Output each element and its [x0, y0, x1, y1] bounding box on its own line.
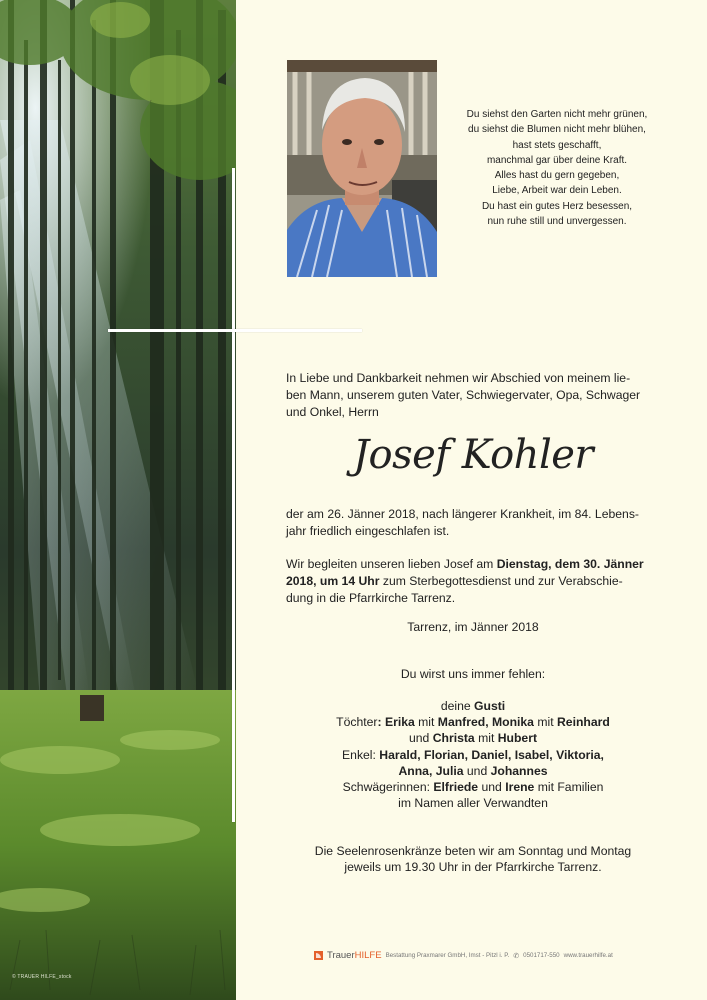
- family-text: mit: [414, 715, 438, 730]
- family-name: Reinhard: [556, 715, 610, 730]
- phone-number: 0501717-550: [523, 952, 560, 959]
- intro-text: [286, 370, 660, 421]
- trauerhilfe-logo: [327, 950, 382, 961]
- family-text: und: [478, 780, 506, 795]
- trauerhilfe-logo-icon: [314, 951, 323, 960]
- family-text: deine: [440, 699, 475, 713]
- daughter-name: Christa: [432, 731, 475, 746]
- family-list: [286, 698, 660, 811]
- family-text: mit Familien: [534, 780, 604, 795]
- funeral-time: 2018, um 14 Uhr: [286, 574, 380, 588]
- poem-line: hast stets geschafft,: [512, 139, 602, 151]
- footer: [314, 950, 654, 961]
- family-text: mit: [474, 731, 498, 746]
- intro-line: und Onkel, Herrn: [286, 405, 379, 419]
- intro-line: In Liebe und Dankbarkeit nehmen wir Abschied von meinem lie-: [286, 371, 631, 385]
- family-text: Enkel:: [342, 747, 380, 762]
- rosary-line: Die Seelenrosenkränze beten wir am Sonntag und Montag: [314, 844, 632, 858]
- poem-line: Alles hast du gern gegeben,: [494, 170, 620, 182]
- funeral-date: Dienstag, dem 30. Jänner: [496, 557, 644, 571]
- family-text: und: [408, 731, 433, 746]
- family-name: Manfred, Monika: [437, 715, 534, 730]
- grandchildren-names: Anna, Julia: [398, 763, 464, 778]
- deceased-name: Josef Kohler: [352, 432, 594, 478]
- cross-horizontal-bar: [108, 329, 362, 332]
- family-name: Hubert: [497, 731, 538, 746]
- sister-in-law-name: Elfriede: [433, 780, 479, 795]
- grandchildren-names: Harald, Florian, Daniel, Isabel, Viktoria,: [379, 747, 604, 762]
- funeral-text: Wir begleiten unseren lieben Josef am: [286, 557, 497, 571]
- death-line: jahr friedlich eingeschlafen ist.: [286, 524, 450, 538]
- forest-image: [0, 0, 236, 1000]
- poem-line: Du siehst den Garten nicht mehr grünen,: [466, 109, 648, 120]
- family-text: Töchter: [336, 715, 378, 730]
- poem-line: Du hast ein gutes Herz besessen,: [481, 200, 633, 212]
- phone-icon: ✆: [513, 952, 520, 960]
- rosary-notice: [286, 843, 660, 875]
- family-text: Schwägerinnen:: [342, 780, 434, 795]
- relatives-line: im Namen aller Verwandten: [398, 796, 548, 811]
- cross-vertical-bar: [232, 168, 235, 822]
- miss-you-line: Du wirst uns immer fehlen:: [400, 667, 546, 681]
- rosary-line: jeweils um 19.30 Uhr in der Pfarrkirche Tarrenz.: [344, 860, 602, 875]
- photo-credit: © TRAUER HILFE_stock: [12, 974, 72, 980]
- grandchildren-names: Johannes: [490, 763, 548, 778]
- poem-line: nun ruhe still und unvergessen.: [487, 216, 627, 228]
- funeral-text: zum Sterbegottesdienst und zur Verabschie-: [379, 574, 623, 588]
- funeral-notice: [286, 556, 660, 607]
- family-text: und: [463, 763, 491, 778]
- daughter-name: : Erika: [377, 715, 415, 730]
- death-line: der am 26. Jänner 2018, nach längerer Krankheit, im 84. Lebens-: [286, 507, 639, 521]
- wife-name: Gusti: [474, 699, 506, 713]
- funeral-text: dung in die Pfarrkirche Tarrenz.: [286, 591, 456, 605]
- website-link[interactable]: www.trauerhilfe.at: [563, 952, 613, 959]
- death-notice: [286, 506, 660, 540]
- intro-line: ben Mann, unserem guten Vater, Schwiegervater, Opa, Schwager: [286, 388, 641, 402]
- family-text: mit: [533, 715, 557, 730]
- logo-text-a: Trauer: [327, 950, 355, 961]
- poem-line: manchmal gar über deine Kraft.: [486, 154, 628, 166]
- sister-in-law-name: Irene: [505, 780, 535, 795]
- company-name: Bestattung Praxmarer GmbH, Imst - Pitzl i. P.: [385, 952, 510, 959]
- poem-line: du siehst die Blumen nicht mehr blühen,: [468, 124, 646, 136]
- logo-text-b: HILFE: [354, 950, 382, 961]
- poem-line: Liebe, Arbeit war dein Leben.: [492, 185, 622, 197]
- portrait-photo: [287, 60, 437, 277]
- poem: [446, 107, 668, 229]
- place-date: Tarrenz, im Jänner 2018: [407, 620, 539, 634]
